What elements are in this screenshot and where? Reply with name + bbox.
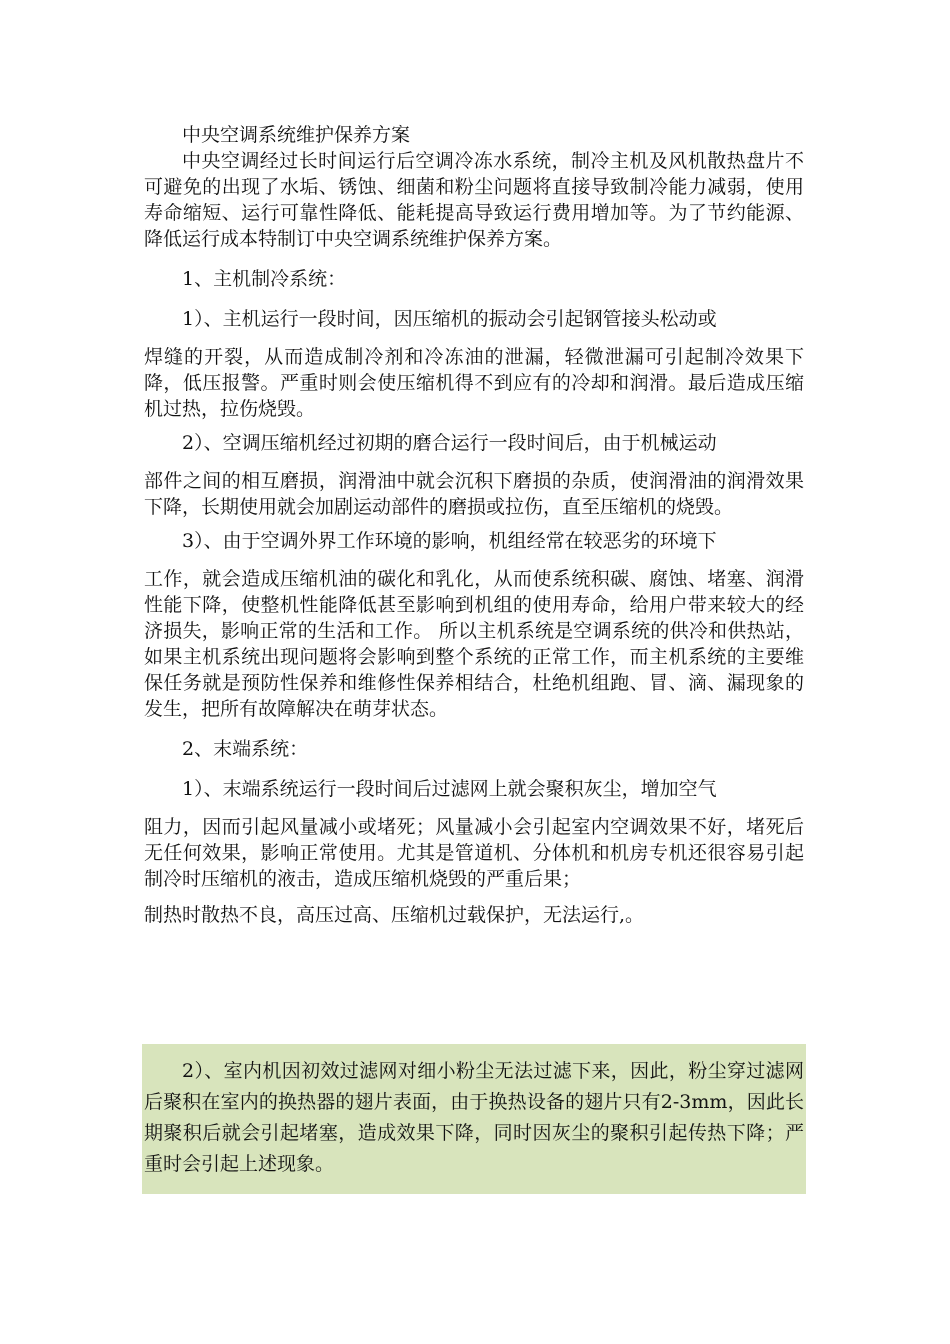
section-2-item-1-body: 阻力，因而引起风量减小或堵死；风量减小会引起室内空调效果不好，堵死后无任何效果，影响正常使用。尤其是管道机、分体机和机房专机还很容易引起制冷时压缩机的液击，造成压缩机烧毁的严重后果； — [144, 816, 804, 890]
intro-paragraph: 中央空调经过长时间运行后空调冷冻水系统，制冷主机及风机散热盘片不可避免的出现了水垢、锈蚀、细菌和粉尘问题将直接导致制冷能力减弱，使用寿命缩短、运行可靠性降低、能耗提高导致运行费用增加等。为了节约能源、降低运行成本特制订中央空调系统维护保养方案。 — [144, 150, 804, 250]
section-1-item-3-first-line: 3）、由于空调外界工作环境的影响，机组经常在较恶劣的环境下 — [182, 530, 717, 552]
section-1-item-1-body: 焊缝的开裂，从而造成制冷剂和冷冻油的泄漏，轻微泄漏可引起制冷效果下降，低压报警。严重时则会使压缩机得不到应有的冷却和润滑。最后造成压缩机过热，拉伤烧毁。 — [144, 346, 804, 420]
highlighted-paragraph-box — [142, 1044, 806, 1194]
section-1-item-1 — [144, 306, 804, 422]
section-1-item-2 — [144, 430, 804, 520]
document-title: 中央空调系统维护保养方案 — [182, 124, 411, 146]
section-1-item-2-first-line: 2）、空调压缩机经过初期的磨合运行一段时间后，由于机械运动 — [182, 432, 717, 454]
section-1-heading: 1、主机制冷系统： — [182, 268, 347, 290]
section-2-item-1 — [144, 776, 804, 928]
section-2-item-2: 2）、室内机因初效过滤网对细小粉尘无法过滤下来，因此，粉尘穿过滤网后聚积在室内的换热器的翅片表面，由于换热设备的翅片只有2-3mm，因此长期聚积后就会引起堵塞，造成效果下降，同时因灰尘的聚积引起传热下降；严重时会引起上述现象。 — [144, 1060, 804, 1175]
section-1-item-2-body: 部件之间的相互磨损，润滑油中就会沉积下磨损的杂质，使润滑油的润滑效果下降，长期使用就会加剧运动部件的磨损或拉伤，直至压缩机的烧毁。 — [144, 470, 804, 518]
section-2-item-1-last-line: 制热时散热不良，高压过高、压缩机过载保护，无法运行,。 — [144, 904, 645, 926]
section-2-item-1-first-line: 1）、末端系统运行一段时间后过滤网上就会聚积灰尘，增加空气 — [182, 778, 717, 800]
section-1-item-1-first-line: 1）、主机运行一段时间，因压缩机的振动会引起钢管接头松动或 — [182, 308, 717, 330]
section-1-item-3 — [144, 528, 804, 722]
section-1-item-3-body: 工作，就会造成压缩机油的碳化和乳化，从而使系统积碳、腐蚀、堵塞、润滑性能下降，使整机性能降低甚至影响到机组的使用寿命，给用户带来较大的经济损失，影响正常的生活和工作。 所以主机系统是空调系统的供冷和供热站，如果主机系统出现问题将会影响到整个系统的正常工作，而主机系统的主要维保任务就是预防性保养和维修性保养相结合，杜绝机组跑、冒、滴、漏现象的发生，把所有故障解决在萌芽状态。 — [144, 568, 804, 720]
document-body — [144, 122, 804, 928]
section-2-heading: 2、末端系统： — [182, 738, 309, 760]
